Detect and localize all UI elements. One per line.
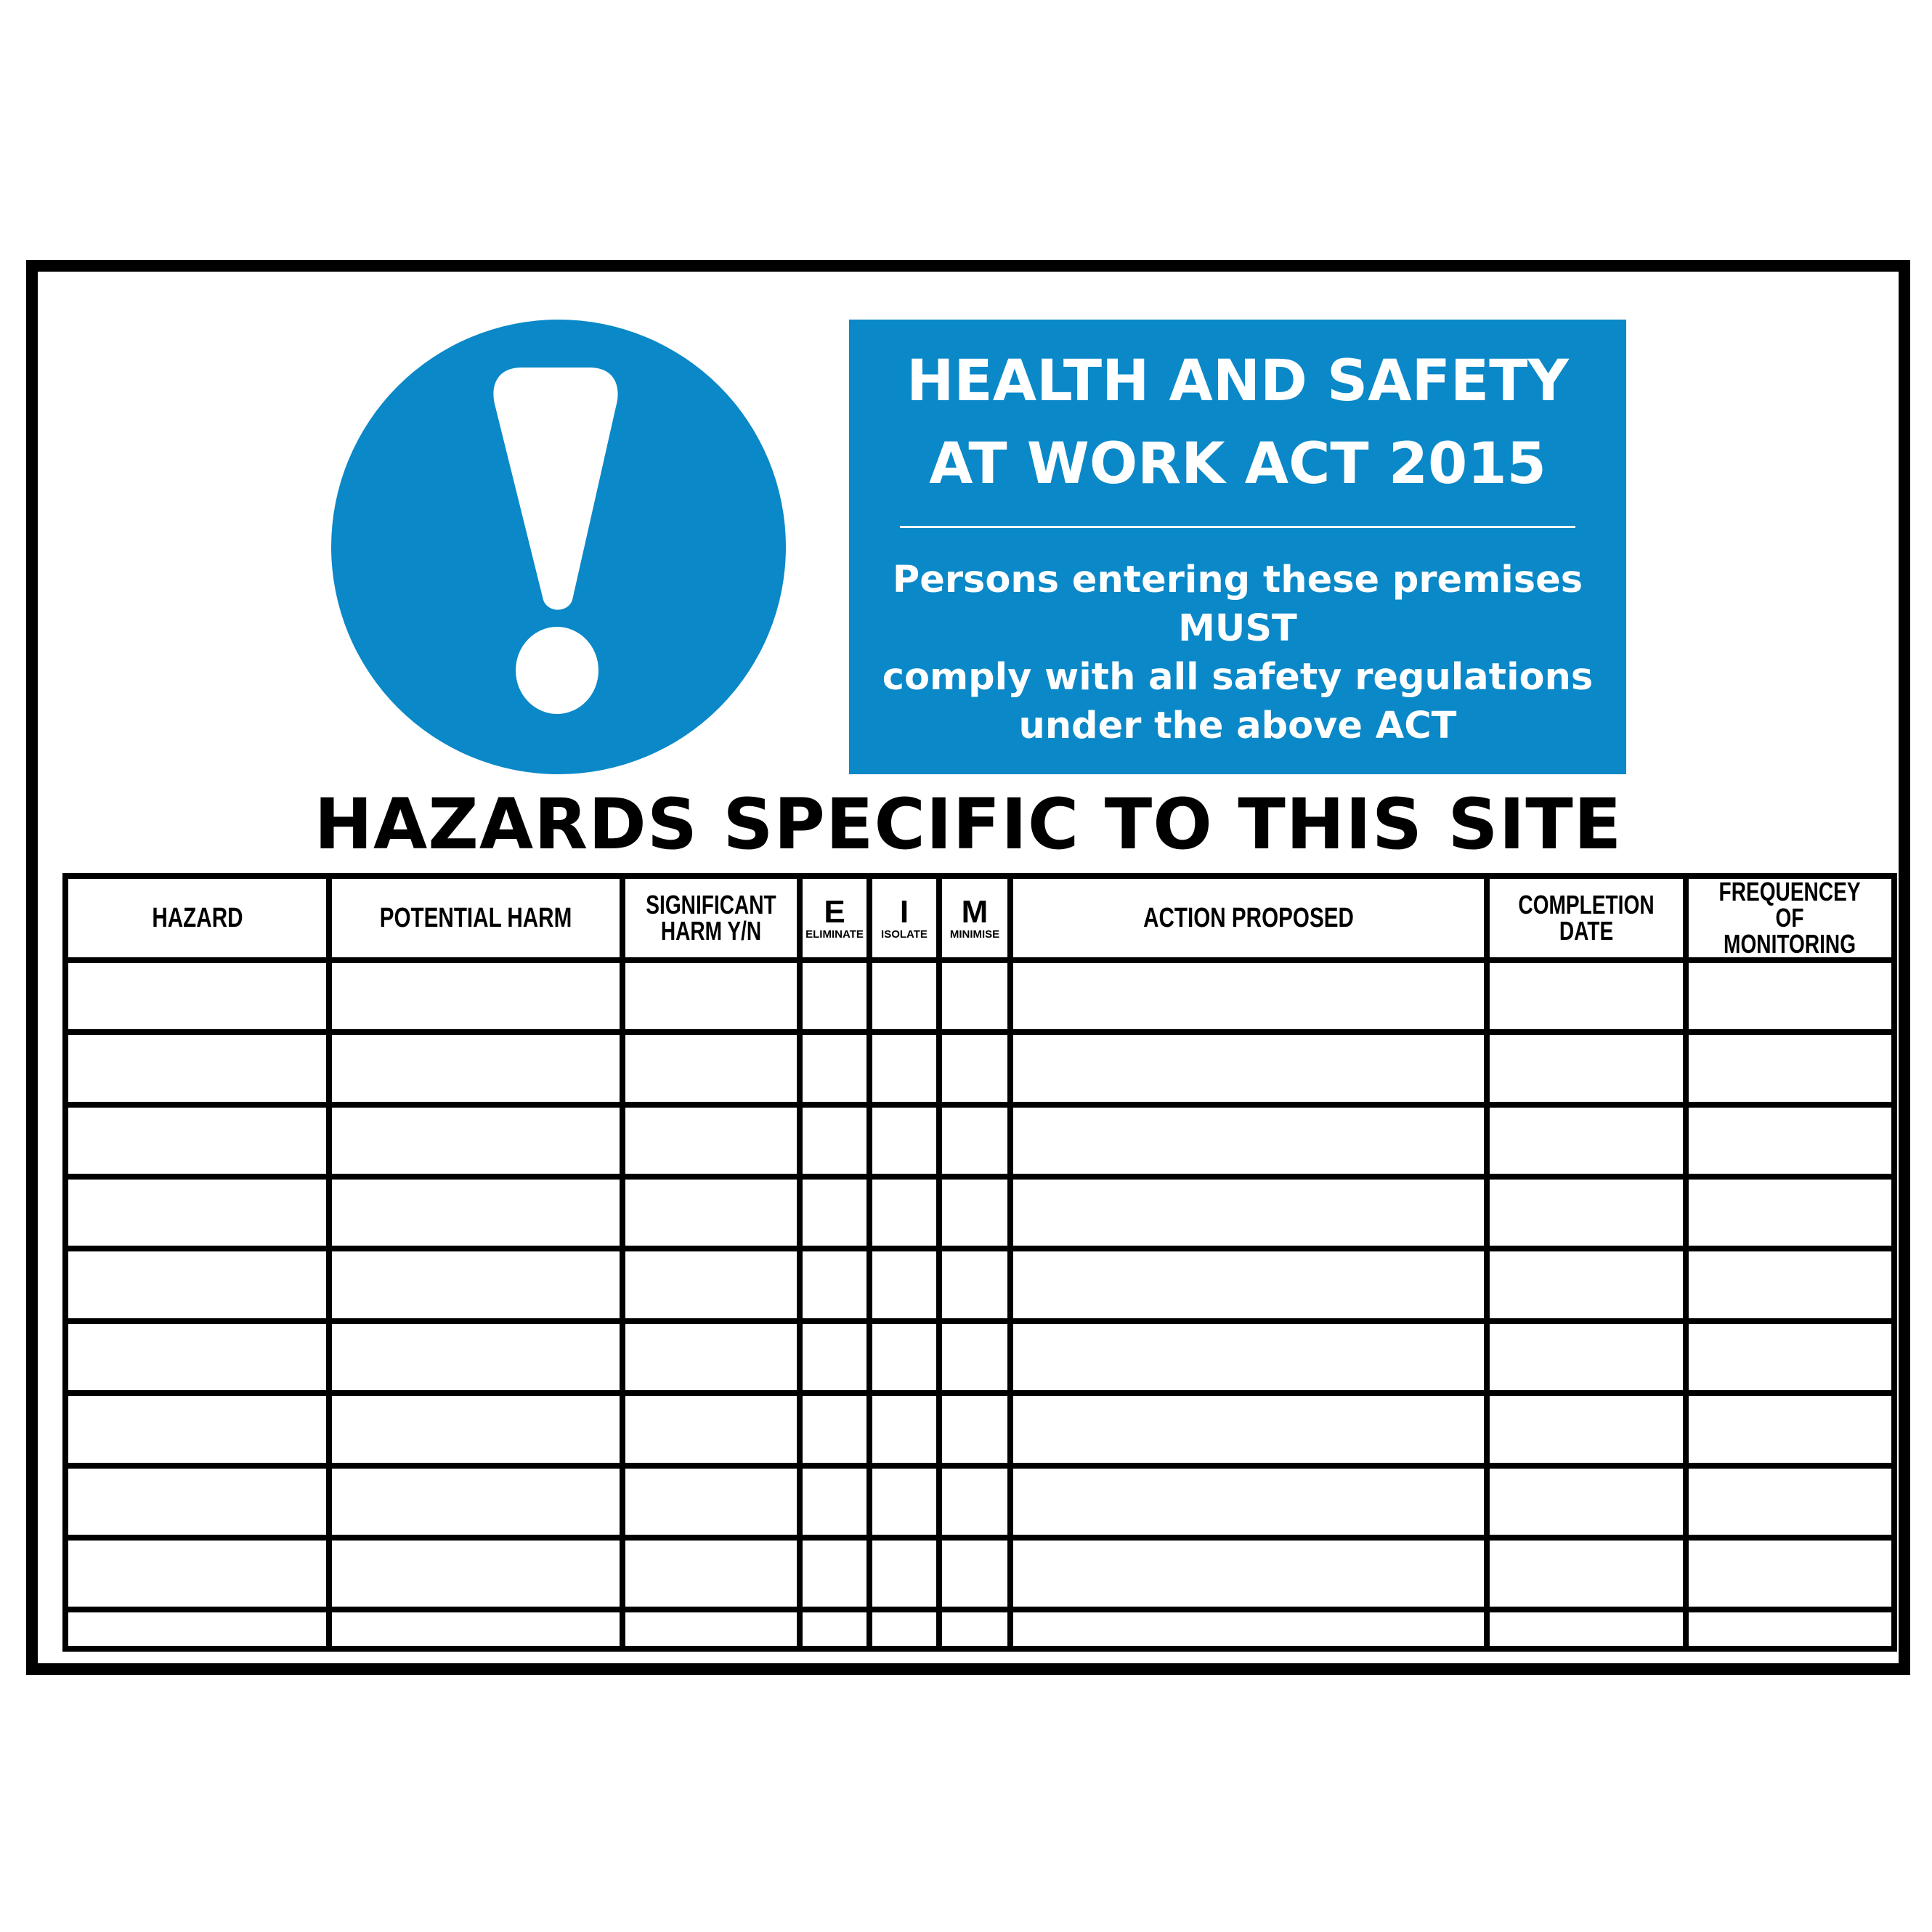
table-cell[interactable] <box>329 1177 622 1249</box>
notice-line: MUST <box>1178 607 1297 650</box>
table-cell[interactable] <box>1487 960 1686 1032</box>
table-cell[interactable] <box>939 1321 1010 1393</box>
act-title <box>849 340 1626 506</box>
table-cell[interactable] <box>869 960 939 1032</box>
table-cell[interactable] <box>1686 1321 1891 1393</box>
table-cell[interactable] <box>939 1538 1010 1610</box>
table-cell[interactable] <box>1487 1538 1686 1610</box>
table-cell[interactable] <box>622 960 800 1032</box>
table-cell[interactable] <box>622 1610 800 1646</box>
table-cell[interactable] <box>1686 1032 1891 1104</box>
table-cell[interactable] <box>800 1105 869 1177</box>
table-cell[interactable] <box>622 1466 800 1538</box>
table-cell[interactable] <box>939 1032 1010 1104</box>
divider <box>900 526 1575 528</box>
table-cell[interactable] <box>869 1249 939 1320</box>
table-cell[interactable] <box>329 1538 622 1610</box>
table-cell[interactable] <box>1010 1538 1487 1610</box>
table-cell[interactable] <box>800 1249 869 1320</box>
table-row <box>68 960 1891 1032</box>
table-cell[interactable] <box>1010 1105 1487 1177</box>
table-cell[interactable] <box>1487 1466 1686 1538</box>
table-cell[interactable] <box>68 1032 329 1104</box>
column-header-hazard: HAZARD <box>97 879 300 960</box>
table-cell[interactable] <box>622 1177 800 1249</box>
table-cell[interactable] <box>869 1321 939 1393</box>
table-row <box>68 1105 1891 1177</box>
table-cell[interactable] <box>800 1177 869 1249</box>
table-row <box>68 1393 1891 1465</box>
hazards-heading: HAZARDS SPECIFIC TO THIS SITE <box>314 784 1623 865</box>
table-cell[interactable] <box>869 1393 939 1465</box>
table-cell[interactable] <box>800 1610 869 1646</box>
table-cell[interactable] <box>329 1466 622 1538</box>
hazard-sign-board <box>26 260 1910 1675</box>
table-cell[interactable] <box>939 1466 1010 1538</box>
column-header-potential-harm: POTENTIAL HARM <box>361 879 590 960</box>
table-cell[interactable] <box>939 1177 1010 1249</box>
table-row <box>68 1177 1891 1249</box>
table-cell[interactable] <box>1686 1393 1891 1465</box>
table-cell[interactable] <box>1010 1466 1487 1538</box>
hazards-table <box>68 879 1891 1646</box>
table-cell[interactable] <box>1010 1177 1487 1249</box>
table-cell[interactable] <box>329 1321 622 1393</box>
table-cell[interactable] <box>622 1321 800 1393</box>
table-cell[interactable] <box>329 1393 622 1465</box>
notice-line: under the above ACT <box>1018 705 1457 747</box>
table-cell[interactable] <box>68 1105 329 1177</box>
table-cell[interactable] <box>939 1393 1010 1465</box>
table-cell[interactable] <box>622 1538 800 1610</box>
table-cell[interactable] <box>329 1032 622 1104</box>
table-cell[interactable] <box>1686 1538 1891 1610</box>
table-cell[interactable] <box>800 1321 869 1393</box>
table-cell[interactable] <box>329 1610 622 1646</box>
table-cell[interactable] <box>1487 1610 1686 1646</box>
table-cell[interactable] <box>329 1105 622 1177</box>
table-cell[interactable] <box>1010 1393 1487 1465</box>
table-cell[interactable] <box>1686 1466 1891 1538</box>
table-cell[interactable] <box>68 1321 329 1393</box>
table-cell[interactable] <box>939 1105 1010 1177</box>
column-header-significant-harm: SIGNIFICANT HARM Y/N <box>642 879 780 960</box>
table-cell[interactable] <box>939 1249 1010 1320</box>
table-cell[interactable] <box>869 1032 939 1104</box>
hazards-table-frame <box>62 873 1897 1652</box>
notice-line: Persons entering these premises <box>892 559 1583 601</box>
table-cell[interactable] <box>68 1466 329 1538</box>
table-row <box>68 1466 1891 1538</box>
table-cell[interactable] <box>1487 1032 1686 1104</box>
table-cell[interactable] <box>68 1393 329 1465</box>
table-cell[interactable] <box>1487 1105 1686 1177</box>
table-row <box>68 1538 1891 1610</box>
notice-line: comply with all safety regulations <box>882 656 1594 699</box>
table-cell[interactable] <box>1010 1610 1487 1646</box>
exclamation-mandatory-icon <box>331 320 786 774</box>
table-cell[interactable] <box>1487 1393 1686 1465</box>
table-cell[interactable] <box>800 1466 869 1538</box>
table-cell[interactable] <box>800 1393 869 1465</box>
table-cell[interactable] <box>68 1177 329 1249</box>
table-cell[interactable] <box>1487 1249 1686 1320</box>
table-cell[interactable] <box>1686 1105 1891 1177</box>
table-cell[interactable] <box>1010 1249 1487 1320</box>
table-cell[interactable] <box>1010 1321 1487 1393</box>
table-cell[interactable] <box>68 960 329 1032</box>
table-cell[interactable] <box>1686 960 1891 1032</box>
table-cell[interactable] <box>622 1249 800 1320</box>
table-cell[interactable] <box>1010 960 1487 1032</box>
act-title-line: HEALTH AND SAFETY <box>906 349 1569 414</box>
table-cell[interactable] <box>1686 1249 1891 1320</box>
table-cell[interactable] <box>329 960 622 1032</box>
table-cell[interactable] <box>800 1538 869 1610</box>
column-header-completion-date: COMPLETION DATE <box>1509 879 1664 960</box>
act-notice-box <box>849 320 1626 774</box>
table-cell[interactable] <box>329 1249 622 1320</box>
table-cell[interactable] <box>68 1538 329 1610</box>
table-cell[interactable] <box>1686 1610 1891 1646</box>
table-cell[interactable] <box>800 960 869 1032</box>
table-cell[interactable] <box>622 1105 800 1177</box>
table-cell[interactable] <box>869 1105 939 1177</box>
table-cell[interactable] <box>622 1393 800 1465</box>
table-cell[interactable] <box>869 1466 939 1538</box>
table-cell[interactable] <box>869 1610 939 1646</box>
table-cell[interactable] <box>800 1032 869 1104</box>
table-row <box>68 1249 1891 1320</box>
column-header-action-proposed: ACTION PROPOSED <box>1063 879 1434 960</box>
column-header-frequency-of-monitoring: FREQUENCEY OF MONITORING <box>1708 879 1869 960</box>
table-cell[interactable] <box>622 1032 800 1104</box>
column-header-eliminate: E ELIMINATE <box>800 879 869 960</box>
table-cell[interactable] <box>1686 1177 1891 1249</box>
table-cell[interactable] <box>939 1610 1010 1646</box>
table-cell[interactable] <box>869 1538 939 1610</box>
table-row <box>68 1321 1891 1393</box>
table-cell[interactable] <box>939 960 1010 1032</box>
compliance-notice <box>849 556 1626 750</box>
table-cell[interactable] <box>68 1610 329 1646</box>
table-cell[interactable] <box>1487 1177 1686 1249</box>
table-cell[interactable] <box>68 1249 329 1320</box>
column-header-minimise: M MINIMISE <box>939 879 1010 960</box>
act-title-line: AT WORK ACT 2015 <box>929 431 1546 497</box>
table-cell[interactable] <box>1487 1321 1686 1393</box>
column-header-isolate: I ISOLATE <box>869 879 939 960</box>
table-cell[interactable] <box>869 1177 939 1249</box>
table-cell[interactable] <box>1010 1032 1487 1104</box>
table-row <box>68 1032 1891 1104</box>
table-row <box>68 1610 1891 1646</box>
table-header-row <box>68 879 1891 960</box>
